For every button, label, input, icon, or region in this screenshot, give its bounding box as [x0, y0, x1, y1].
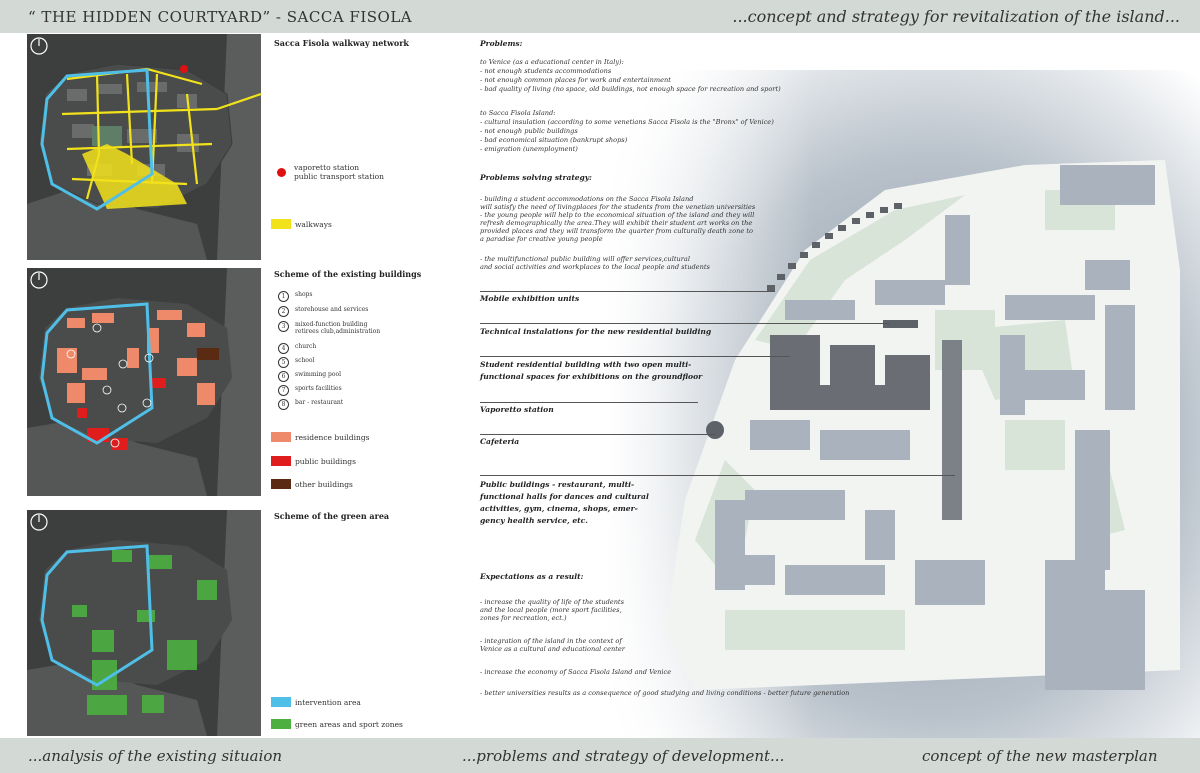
leader-cafeteria — [480, 434, 715, 435]
page-subtitle: ...concept and strategy for revitalization of the island... — [732, 7, 1180, 26]
buildings-map-title: Scheme of the existing buildings — [274, 269, 422, 279]
building-number-8: 8 — [278, 399, 289, 410]
footer-left: ...analysis of the existing situaion — [28, 747, 283, 765]
building-item-7 — [278, 385, 342, 396]
building-item-5 — [278, 357, 314, 368]
walkways-swatch — [271, 219, 291, 229]
strategy-line-3: - the young people will help to the economical situation of the island and they will — [480, 211, 755, 219]
strategy-line-8: and social activities and workplaces to the local people and students — [480, 263, 710, 271]
building-number-5: 5 — [278, 357, 289, 368]
walkway-map — [27, 34, 261, 260]
masterplan-illustration — [605, 70, 1200, 742]
problems-sacca-item-3: - bad economical situation (bankrupt shops) — [480, 136, 628, 144]
building-number-7: 7 — [278, 385, 289, 396]
expectations-line-2: and the local people (more sport facilities, — [480, 606, 622, 614]
problems-venice-title: to Venice (as a educational center in Italy): — [480, 58, 624, 66]
label-cafeteria: Cafeteria — [480, 437, 520, 446]
other-swatch — [271, 479, 291, 489]
leader-public — [480, 475, 955, 476]
expectations-heading: Expectations as a result: — [480, 572, 584, 581]
building-label-3: mixed-function building — [295, 321, 368, 328]
legend-walkways-label: walkways — [295, 219, 332, 229]
leader-mobile — [480, 291, 775, 292]
building-label-5: school — [295, 357, 315, 364]
walkway-map-title: Sacca Fisola walkway network — [274, 38, 409, 48]
legend-vaporetto — [271, 163, 384, 181]
intervention-swatch — [271, 697, 291, 707]
strategy-line-7: - the multifunctional public building will offer services,cultural — [480, 255, 690, 263]
residence-swatch — [271, 432, 291, 442]
leader-vaporetto — [480, 402, 698, 403]
strategy-heading: Problems solving strategy: — [480, 173, 592, 182]
label-mobile-exhibition: Mobile exhibition units — [480, 294, 580, 303]
buildings-map — [27, 268, 261, 496]
legend-vaporetto-label: vaporetto station — [294, 163, 360, 172]
building-label-2: storehouse and services — [295, 306, 369, 313]
label-student-2: functional spaces for exhibitions on the groundfloor — [480, 372, 703, 381]
leader-student — [480, 356, 790, 357]
strategy-line-5: provided places and they will transform the quarter from culturally death zone to — [480, 227, 753, 235]
problems-venice-item-3: - bad quality of living (no space, old buildings, not enough space for recreation and sport) — [480, 85, 781, 93]
label-public-3: activities, gym, cinema, shops, emer- — [480, 504, 638, 513]
label-vaporetto: Vaporetto station — [480, 405, 554, 414]
legend-green — [271, 719, 403, 729]
legend-public-label: public buildings — [295, 456, 356, 466]
building-label-6: swimming pool — [295, 371, 342, 378]
leader-technical — [480, 323, 890, 324]
expectations-line-4: - integration of the island in the context of — [480, 637, 622, 645]
building-label-3b: retirees club,administration — [295, 328, 381, 335]
page-title: “ THE HIDDEN COURTYARD” - SACCA FISOLA — [28, 8, 413, 26]
building-number-1: 1 — [278, 291, 289, 302]
building-label-8: bar - restaurant — [295, 399, 344, 406]
legend-transport-label: public transport station — [294, 172, 384, 181]
expectations-line-5: Venice as a cultural and educational center — [480, 645, 625, 653]
strategy-line-4: refresh demographically the area.They will exhibit their student art works on the — [480, 219, 753, 227]
building-number-3: 3 — [278, 321, 289, 332]
expectations-line-3: zones for recreation, ect.) — [480, 614, 567, 622]
problems-heading: Problems: — [480, 39, 523, 48]
label-public-1: Public buildings - restaurant, multi- — [480, 480, 635, 489]
building-item-8 — [278, 399, 343, 410]
footer-center: ...problems and strategy of development... — [462, 747, 785, 765]
legend-residence — [271, 432, 369, 442]
label-public-2: functional halls for dances and cultural — [480, 492, 649, 501]
expectations-line-1: - increase the quality of life of the students — [480, 598, 624, 606]
strategy-line-2: will satisfy the need of livingplaces for the students from the venetian universities — [480, 203, 756, 211]
legend-residence-label: residence buildings — [295, 432, 370, 442]
expectations-line-7: - better universities results as a consequence of good studying and living conditions - better future generation — [480, 689, 850, 697]
problems-sacca-item-1: - cultural insulation (according to some venetians Sacca Fisola is the "Bronx" of Venice) — [480, 118, 774, 126]
footer-right: concept of the new masterplan — [922, 747, 1158, 765]
building-item-3 — [278, 321, 380, 335]
problems-sacca-title: to Sacca Fisola Island: — [480, 109, 556, 117]
legend-other-label: other buildings — [295, 479, 353, 489]
legend-other — [271, 479, 353, 489]
label-public-4: gency health service, etc. — [480, 516, 588, 525]
vaporetto-dot — [277, 168, 286, 177]
building-number-6: 6 — [278, 371, 289, 382]
legend-public — [271, 456, 356, 466]
legend-green-label: green areas and sport zones — [295, 719, 403, 729]
label-technical: Technical instalations for the new residential building — [480, 327, 712, 336]
expectations-line-6: - increase the economy of Sacca Fisola Island and Venice — [480, 668, 672, 676]
label-student-1: Student residential building with two open multi- — [480, 360, 692, 369]
problems-sacca-item-2: - not enough public buildings — [480, 127, 578, 135]
building-item-6 — [278, 371, 341, 382]
legend-intervention-label: intervention area — [295, 697, 361, 707]
green-swatch — [271, 719, 291, 729]
building-item-1 — [278, 291, 312, 302]
building-label-4: church — [295, 343, 317, 350]
strategy-line-6: a paradise for creative young people — [480, 235, 603, 243]
building-item-2 — [278, 306, 368, 317]
green-area-map-title: Scheme of the green area — [274, 511, 390, 521]
building-label-1: shops — [295, 291, 313, 298]
building-number-4: 4 — [278, 343, 289, 354]
building-label-7: sports facilities — [295, 385, 342, 392]
building-item-4 — [278, 343, 316, 354]
green-area-map — [27, 510, 261, 736]
legend-intervention — [271, 697, 361, 707]
legend-walkways — [271, 219, 332, 229]
building-number-2: 2 — [278, 306, 289, 317]
problems-venice-item-1: - not enough students accommodations — [480, 67, 612, 75]
strategy-line-1: - building a student accommodations on the Sacca Fisola Island — [480, 195, 694, 203]
public-swatch — [271, 456, 291, 466]
problems-sacca-item-4: - emigration (unemployment) — [480, 145, 578, 153]
problems-venice-item-2: - not enough common places for work and entertainment — [480, 76, 671, 84]
